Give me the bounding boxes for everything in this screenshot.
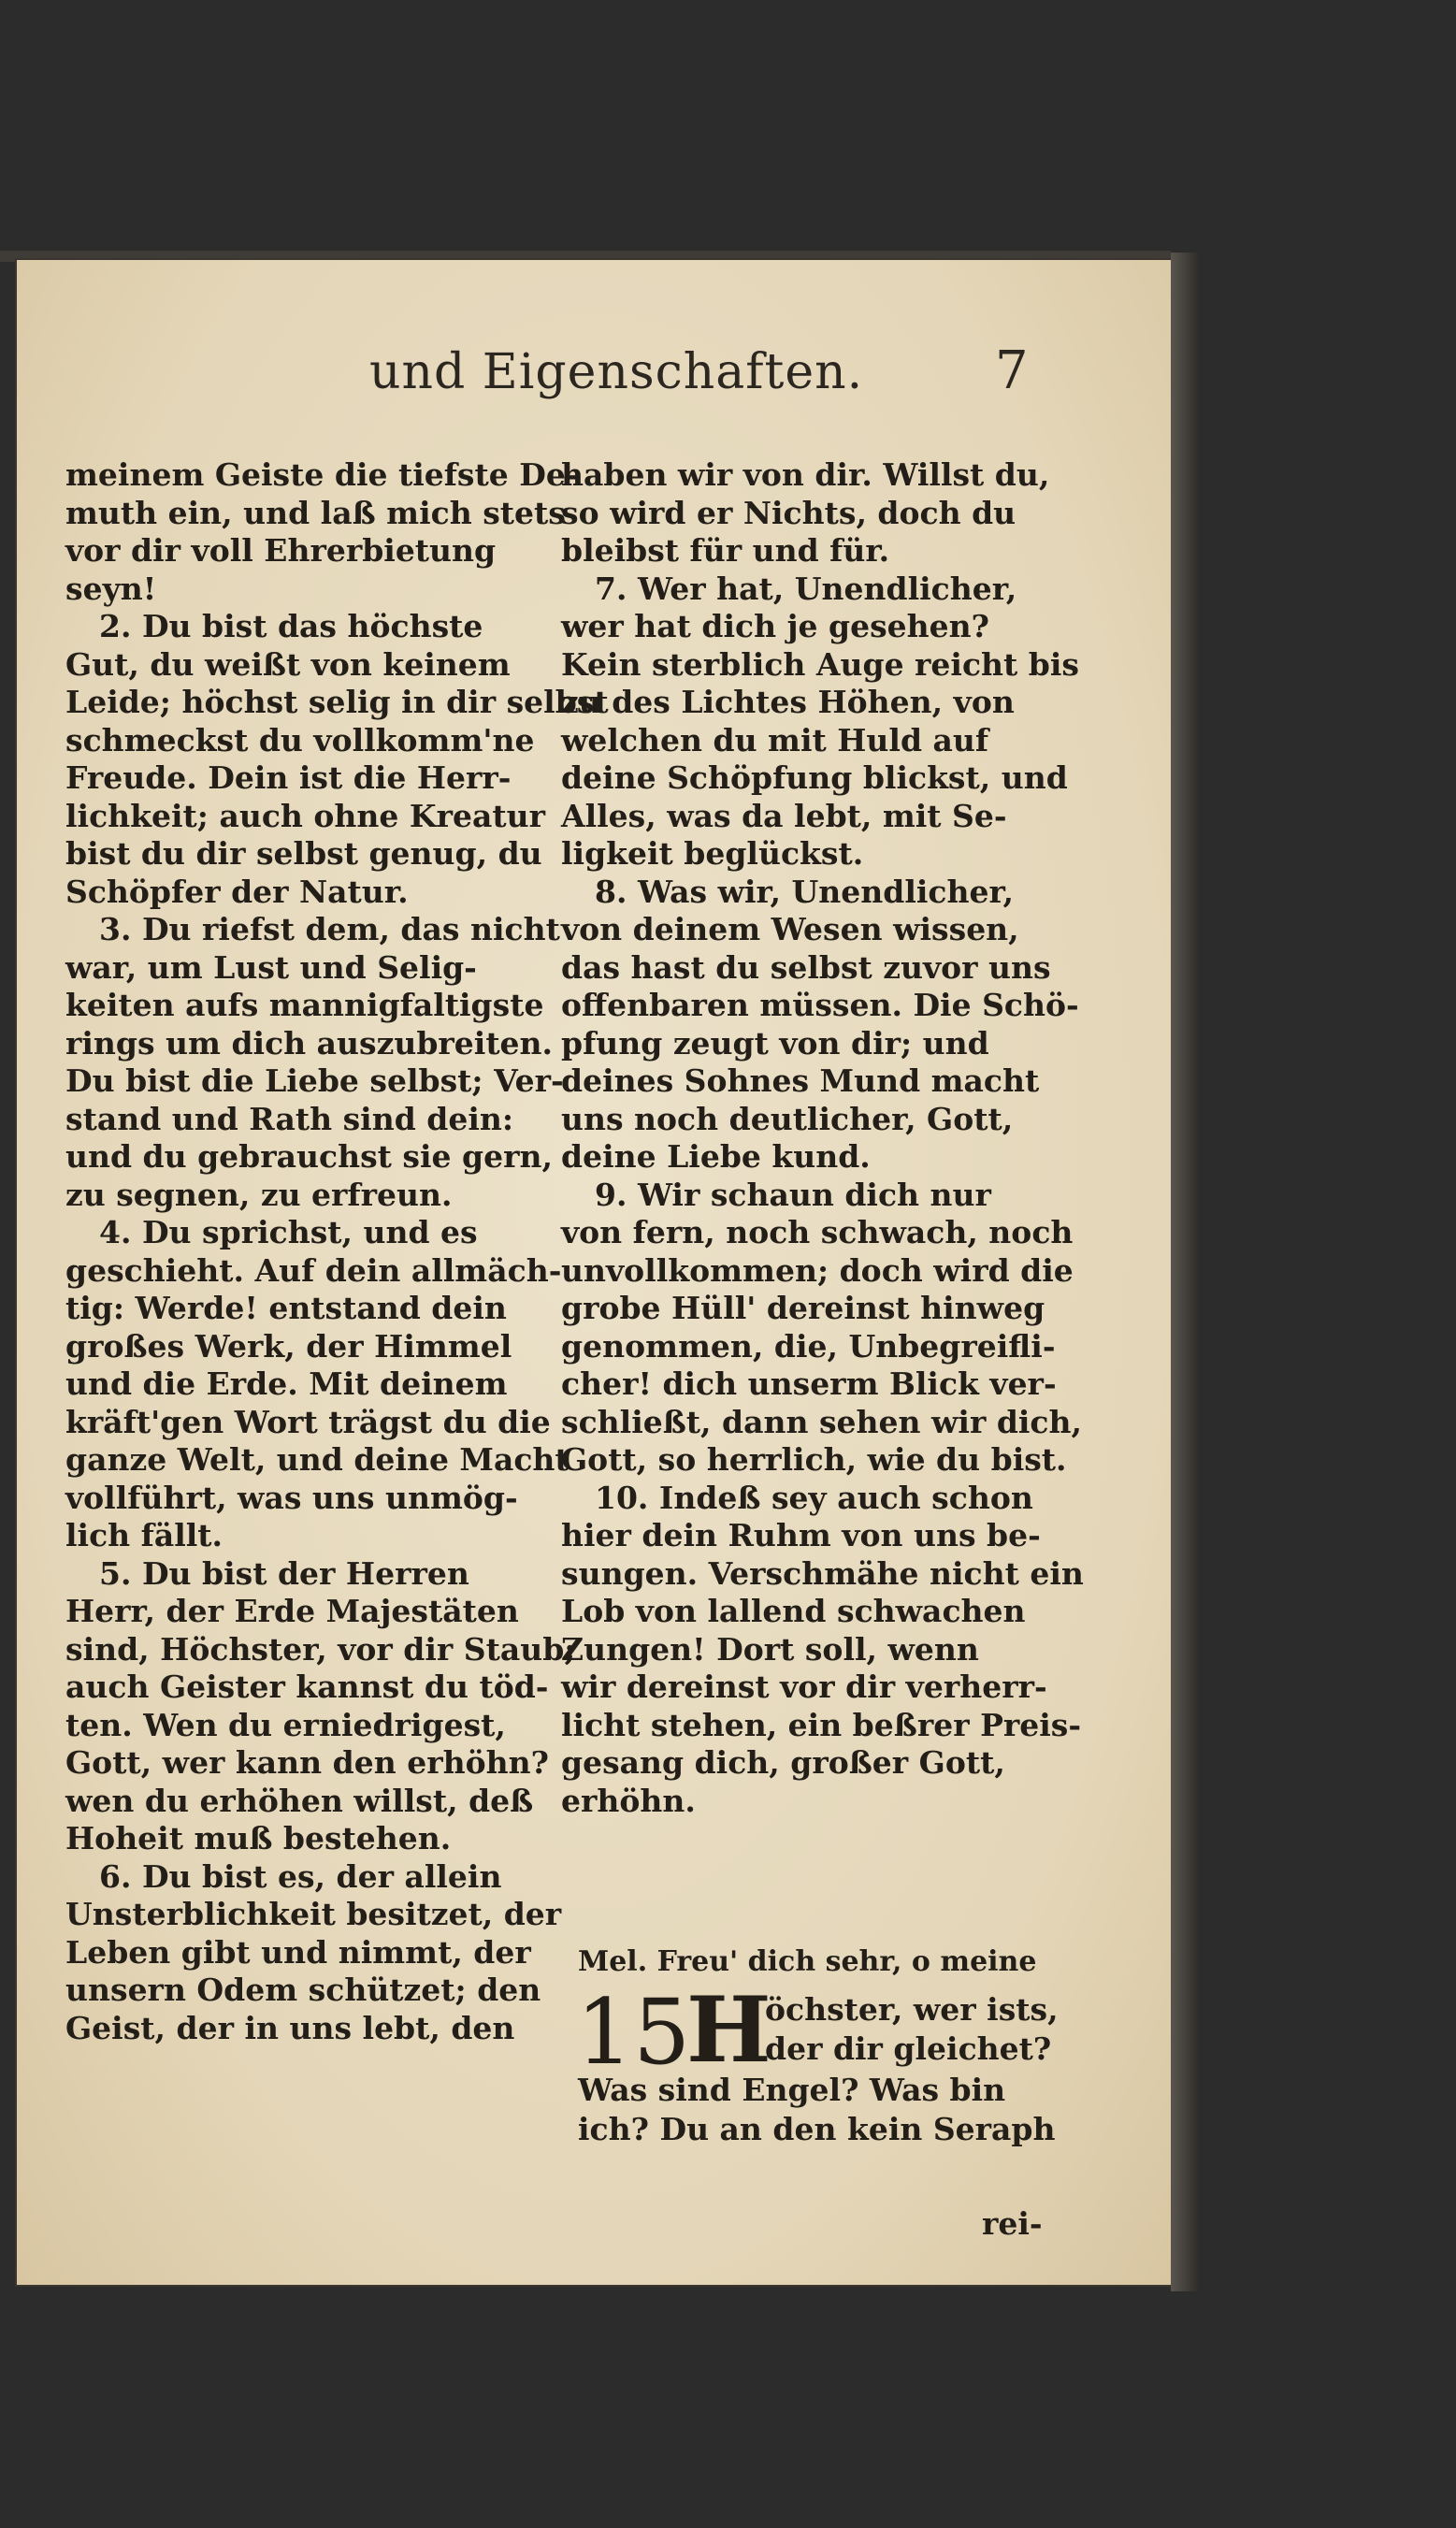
text-line: ligkeit beglückst. — [561, 835, 864, 872]
text-line: keiten aufs mannigfaltigste — [65, 987, 544, 1023]
hymn-line: ich? Du an den kein Seraph — [578, 2111, 1056, 2147]
text-line: ten. Wen du erniedrigest, — [65, 1706, 506, 1743]
text-line: sungen. Verschmähe nicht ein — [561, 1554, 1084, 1592]
page-header — [0, 340, 1154, 428]
text-line: geschieht. Auf dein allmäch- — [65, 1251, 562, 1289]
text-line: sind, Höchster, vor dir Staub; — [65, 1630, 576, 1668]
text-line: von fern, noch schwach, noch — [561, 1214, 1074, 1250]
text-line: muth ein, und laß mich stets — [65, 494, 566, 531]
text-line: ganze Welt, und deine Macht — [65, 1441, 569, 1478]
book-cover-right-edge — [1171, 253, 1199, 2291]
text-line: Gut, du weißt von keinem — [65, 645, 511, 683]
text-line: Herr, der Erde Majestäten — [65, 1593, 519, 1629]
verse-start: 8. Was wir, Unendlicher, — [595, 873, 1014, 910]
text-line: und du gebrauchst sie gern, — [65, 1138, 553, 1175]
text-line: lichkeit; auch ohne Kreatur — [65, 797, 545, 834]
text-line: Gott, so herrlich, wie du bist. — [561, 1441, 1067, 1478]
text-line: deine Liebe kund. — [561, 1138, 871, 1175]
text-line: erhöhn. — [561, 1782, 696, 1819]
catchword: rei- — [982, 2205, 1043, 2242]
text-line: bist du dir selbst genug, du — [65, 835, 542, 872]
text-line: offenbaren müssen. Die Schö- — [561, 987, 1079, 1023]
text-line: meinem Geiste die tiefste De- — [65, 456, 579, 493]
text-line: Hoheit muß bestehen. — [65, 1820, 452, 1856]
text-line: deines Sohnes Mund macht — [561, 1062, 1040, 1099]
text-line: Unsterblichkeit besitzet, der — [65, 1896, 562, 1932]
text-line: Du bist die Liebe selbst; Ver- — [65, 1062, 564, 1099]
text-line: Gott, wer kann den erhöhn? — [65, 1744, 549, 1781]
text-line: pfung zeugt von dir; und — [561, 1024, 989, 1062]
text-line: Freude. Dein ist die Herr- — [65, 759, 512, 796]
text-line: wen du erhöhen willst, deß — [65, 1782, 534, 1819]
text-line: vor dir voll Ehrerbietung — [65, 532, 497, 569]
verse-start: 2. Du bist das höchste — [99, 608, 483, 644]
hymn-line: Was sind Engel? Was bin — [578, 2072, 1006, 2108]
text-line: lich fällt. — [65, 1517, 223, 1553]
text-line: Leide; höchst selig in dir selbst — [65, 684, 609, 720]
text-line: Zungen! Dort soll, wenn — [561, 1630, 979, 1668]
hymn-line: öchster, wer ists, — [765, 1991, 1059, 2028]
text-line: welchen du mit Huld auf — [561, 721, 989, 758]
text-line: wir dereinst vor dir verherr- — [561, 1668, 1047, 1705]
text-line: Leben gibt und nimmt, der — [65, 1933, 531, 1971]
running-title: und Eigenschaften. — [369, 344, 864, 400]
left-column — [65, 456, 609, 2047]
text-line: gesang dich, großer Gott, — [561, 1744, 1005, 1781]
verse-start: 4. Du sprichst, und es — [99, 1214, 478, 1250]
text-line: uns noch deutlicher, Gott, — [561, 1100, 1014, 1137]
text-line: tig: Werde! entstand dein — [65, 1290, 507, 1326]
text-line: Lob von lallend schwachen — [561, 1593, 1026, 1629]
text-line: hier dein Ruhm von uns be- — [561, 1517, 1041, 1553]
text-line: vollführt, was uns unmög- — [65, 1479, 518, 1516]
hymn-15 — [576, 1945, 1059, 2225]
text-line: wer hat dich je gesehen? — [561, 608, 989, 644]
right-column — [561, 456, 1084, 1820]
text-line: kräft'gen Wort trägst du die — [65, 1403, 551, 1440]
hymn-line: der dir gleichet? — [765, 2030, 1052, 2067]
verse-start: 3. Du riefst dem, das nicht — [99, 911, 560, 947]
verse-start: 7. Wer hat, Unendlicher, — [595, 570, 1017, 607]
verse-start: 6. Du bist es, der allein — [99, 1857, 502, 1895]
text-line: so wird er Nichts, doch du — [561, 494, 1016, 531]
text-line: Schöpfer der Natur. — [65, 873, 409, 910]
text-line: und die Erde. Mit deinem — [65, 1365, 508, 1402]
text-line: von deinem Wesen wissen, — [561, 911, 1019, 947]
text-line: großes Werk, der Himmel — [65, 1327, 512, 1365]
text-line: schmeckst du vollkomm'ne — [65, 721, 535, 758]
text-line: rings um dich auszubreiten. — [65, 1024, 554, 1062]
page-number: 7 — [995, 340, 1029, 401]
text-line: das hast du selbst zuvor uns — [561, 948, 1051, 986]
text-line: Alles, was da lebt, mit Se- — [561, 797, 1007, 834]
text-line: genommen, die, Unbegreifli- — [561, 1327, 1056, 1365]
text-line: zu des Lichtes Höhen, von — [561, 684, 1015, 720]
hymn-number: 15 — [576, 1980, 691, 2085]
verse-start: 5. Du bist der Herren — [99, 1554, 469, 1592]
text-line: haben wir von dir. Willst du, — [561, 456, 1050, 493]
text-line: zu segnen, zu erfreun. — [65, 1176, 453, 1213]
text-line: cher! dich unserm Blick ver- — [561, 1365, 1057, 1402]
text-line: seyn! — [65, 570, 157, 607]
hymn-body — [576, 1977, 1059, 2225]
verse-start: 10. Indeß sey auch schon — [595, 1479, 1033, 1516]
text-line: deine Schöpfung blickst, und — [561, 759, 1068, 796]
text-line: grobe Hüll' dereinst hinweg — [561, 1290, 1045, 1326]
text-line: Kein sterblich Auge reicht bis — [561, 645, 1079, 683]
text-line: war, um Lust und Selig- — [65, 948, 477, 986]
melody-line: Mel. Freu' dich sehr, o meine — [578, 1945, 1037, 1978]
text-line: unsern Odem schützet; den — [65, 1972, 541, 2008]
text-line: stand und Rath sind dein: — [65, 1100, 514, 1137]
text-line: auch Geister kannst du töd- — [65, 1668, 549, 1705]
text-line: Geist, der in uns lebt, den — [65, 2009, 515, 2046]
text-line: schließt, dann sehen wir dich, — [561, 1403, 1083, 1440]
text-line: unvollkommen; doch wird die — [561, 1251, 1074, 1289]
drop-cap-initial: H — [686, 1977, 771, 2083]
text-line: bleibst für und für. — [561, 532, 890, 569]
verse-start: 9. Wir schaun dich nur — [595, 1176, 991, 1213]
text-line: licht stehen, ein beßrer Preis- — [561, 1706, 1082, 1743]
